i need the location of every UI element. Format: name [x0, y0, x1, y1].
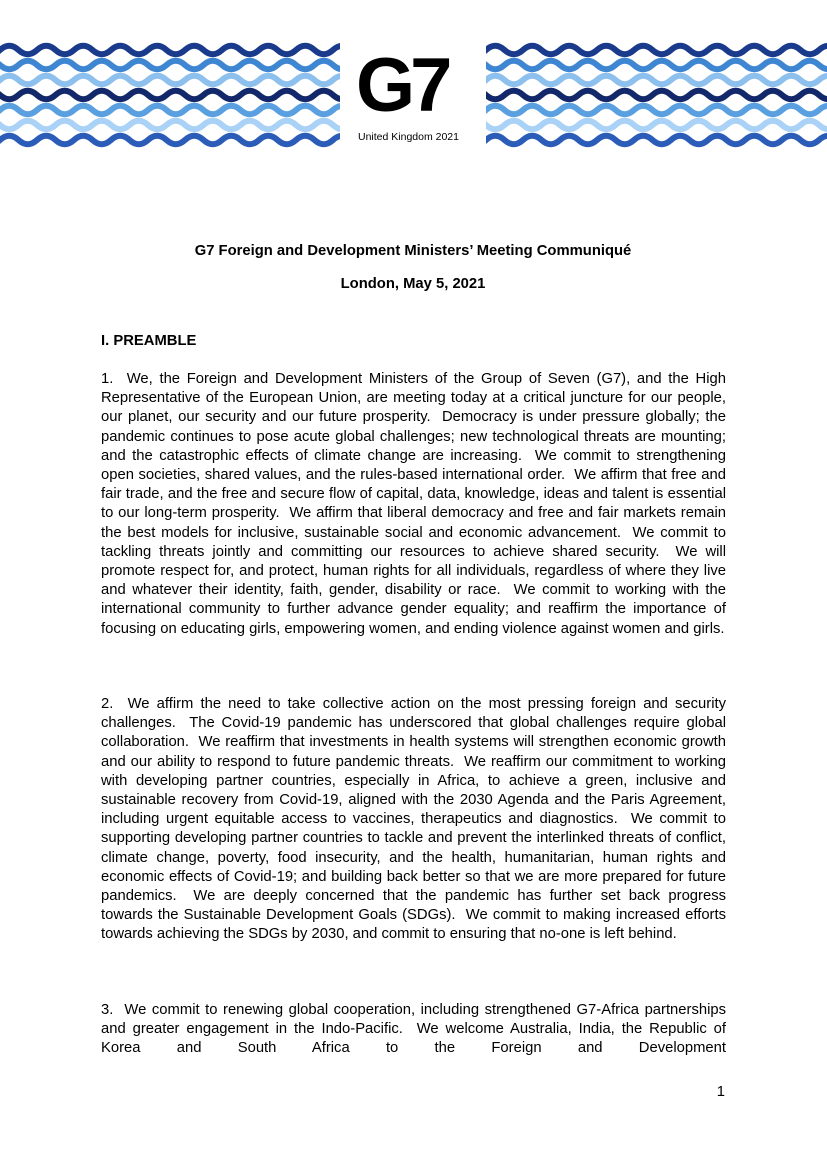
document-subtitle: London, May 5, 2021	[340, 276, 486, 292]
wave-line	[486, 76, 827, 84]
paragraph-3: 3. We commit to renewing global cooperation, including strengthened G7-Africa partnerships and greater engagement in the Indo-Pacific. We welcome Australia, India, the Republic of Korea and South Africa to the Foreign and Development	[101, 1002, 731, 1057]
paragraph-1: 1. We, the Foreign and Development Ministers of the Group of Seven (G7), and the High Representative of the European Union, are meeting today at a critical juncture for our people, our planet, our security and our future prosperity. Democracy is under pressure globally; the pandemic continues to pose acute global challenges; new technological threats are mounting; and the catastrophic effects of climate change are increasing. We commit to strengthening open societies, shared values, and the rules-based international order. We affirm that free and fair trade, and the free and secure flow of capital, data, knowledge, ideas and talent is essential to our long-term prosperity. We affirm that liberal democracy and free and fair markets remain the best models for inclusive, sustainable social and economic advancement. We commit to tackling threats jointly and committing our resources to achieve shared security. We will promote respect for, and protect, human rights for all individuals, regardless of where they live and whatever their identity, faith, gender, disability or race. We commit to working with the international community to further advance gender equality; and reaffirm the importance of focusing on educating girls, empowering women, and ending violence against women and girls.	[101, 371, 731, 637]
paragraph-2: 2. We affirm the need to take collective action on the most pressing foreign and security challenges. The Covid-19 pandemic has underscored that global challenges require global collaboration. We reaffirm that investments in health systems will strengthen economic growth and our ability to respond to future pandemic threats. We reaffirm our commitment to working with developing partner countries, especially in Africa, to achieve a green, inclusive and sustainable recovery from Covid-19, aligned with the 2030 Agenda and the Paris Agreement, including urgent equitable access to vaccines, therapeutics and diagnostics. We commit to supporting developing partner countries to tackle and prevent the interlinked threats of conflict, climate change, poverty, food insecurity, and the health, humanitarian, human rights and economic effects of Covid-19; and building back better so that we are more prepared for future pandemics. We are deeply concerned that the pandemic has further set back progress towards the Sustainable Development Goals (SDGs). We commit to making increased efforts towards achieving the SDGs by 2030, and commit to ensuring that no-one is left behind.	[101, 696, 731, 943]
wave-line	[486, 61, 827, 69]
wave-line	[0, 136, 340, 144]
wave-line	[0, 91, 340, 99]
wave-pattern-left	[0, 42, 340, 154]
g7-logo	[352, 43, 474, 150]
wave-line	[0, 106, 340, 114]
page-number: 1	[716, 1084, 725, 1100]
section-heading: I. PREAMBLE	[101, 333, 197, 349]
wave-line	[486, 121, 827, 129]
wave-line	[0, 121, 340, 129]
document-title: G7 Foreign and Development Ministers’ Meeting Communiqué	[194, 243, 632, 259]
g7-logo-subtitle: United Kingdom 2021	[358, 131, 459, 143]
wave-line	[486, 136, 827, 144]
wave-line	[486, 106, 827, 114]
wave-line	[0, 76, 340, 84]
wave-line	[0, 46, 340, 54]
wave-pattern-right	[486, 42, 827, 154]
wave-line	[486, 91, 827, 99]
g7-logo-mark: G7	[356, 43, 448, 128]
wave-line	[486, 46, 827, 54]
wave-line	[0, 61, 340, 69]
